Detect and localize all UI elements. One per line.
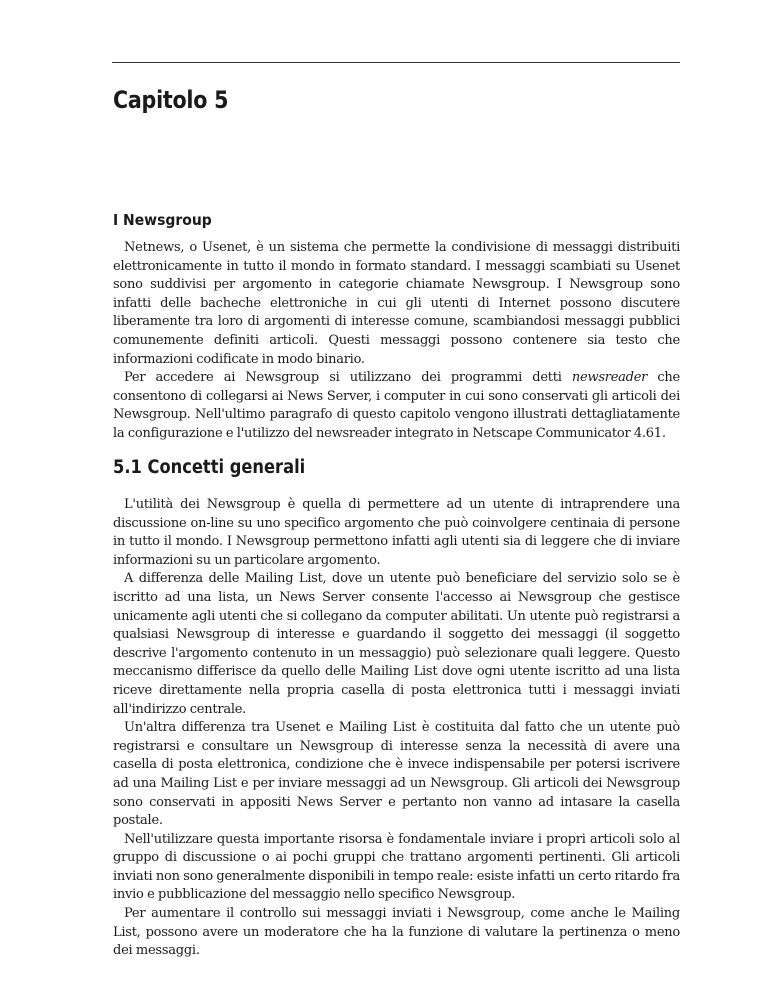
paragraph: Per aumentare il controllo sui messaggi inviati i Newsgroup, come anche le Mailing List, possono avere un moderatore che ha la funzione di valutare la pertinenza o meno dei messaggi. bbox=[113, 906, 680, 959]
paragraph: Netnews, o Usenet, è un sistema che permette la condivisione di messaggi distribuiti elettronicamente in tutto il mondo in formato standard. I messaggi scambiati su Usenet sono suddivisi per argomento in categorie chiamate Newsgroup. I Newsgroup sono infatti delle bacheche elettroniche in cui gli utenti di Internet possono discutere liberamente tra loro di argomenti di interesse comune, scambiandosi messaggi pubblici comunemente definiti articoli. Questi messaggi possono contenere sia testo che informazioni codificate in modo binario. bbox=[113, 240, 680, 367]
subsection-body bbox=[113, 496, 680, 961]
section-body bbox=[113, 239, 680, 444]
section-title: I Newsgroup bbox=[113, 211, 212, 229]
paragraph bbox=[113, 369, 680, 443]
header-rule bbox=[112, 62, 680, 63]
paragraph: L'utilità dei Newsgroup è quella di permettere ad un utente di intraprendere una discussione on-line su uno specifico argomento che può coinvolgere centinaia di persone in tutto il mondo. I Newsgroup permettono infatti agli utenti sia di leggere che di inviare informazioni su un particolare argomento. bbox=[113, 497, 680, 568]
paragraph-text: che consentono di collegarsi ai News Server, i computer in cui sono conservati gli articoli dei Newsgroup. Nell'ultimo paragrafo di questo capitolo vengono illustrati dettagliatamente la configurazione e l'utilizzo del newsreader integrato in Netscape Communicator 4.61. bbox=[113, 370, 680, 441]
paragraph-text: Per accedere ai Newsgroup si utilizzano dei programmi detti bbox=[124, 370, 572, 386]
italic-term: newsreader bbox=[571, 370, 648, 386]
paragraph: Un'altra differenza tra Usenet e Mailing List è costituita dal fatto che un utente può registrarsi e consultare un Newsgroup di interesse senza la necessità di avere una casella di posta elettronica, condizione che è invece indispensabile per potersi iscrivere ad una Mailing List e per inviare messaggi ad un Newsgroup. Gli articoli dei Newsgroup sono conservati in appositi News Server e pertanto non vanno ad intasare la casella postale. bbox=[113, 720, 680, 829]
paragraph: A differenza delle Mailing List, dove un utente può beneficiare del servizio solo se è iscritto ad una lista, un News Server consente l'accesso ai Newsgroup che gestisce unicamente agli utenti che si collegano da computer abilitati. Un utente può registrarsi a qualsiasi Newsgroup di interesse e guardando il soggetto dei messaggi (il soggetto descrive l'argomento contenuto in un messaggio) può selezionare quali leggere. Questo meccanismo differisce da quello delle Mailing List dove ogni utente iscritto ad una lista riceve direttamente nella propria casella di posta elettronica tutti i messaggi inviati all'indirizzo centrale. bbox=[113, 571, 680, 717]
paragraph: Nell'utilizzare questa importante risorsa è fondamentale inviare i propri articoli solo al gruppo di discussione o ai pochi gruppi che trattano argomenti pertinenti. Gli articoli inviati non sono generalmente disponibili in tempo reale: esiste infatti un certo ritardo fra invio e pubblicazione del messaggio nello specifico Newsgroup. bbox=[113, 831, 680, 903]
subsection-title: 5.1 Concetti generali bbox=[113, 457, 306, 478]
chapter-title: Capitolo 5 bbox=[113, 86, 229, 114]
